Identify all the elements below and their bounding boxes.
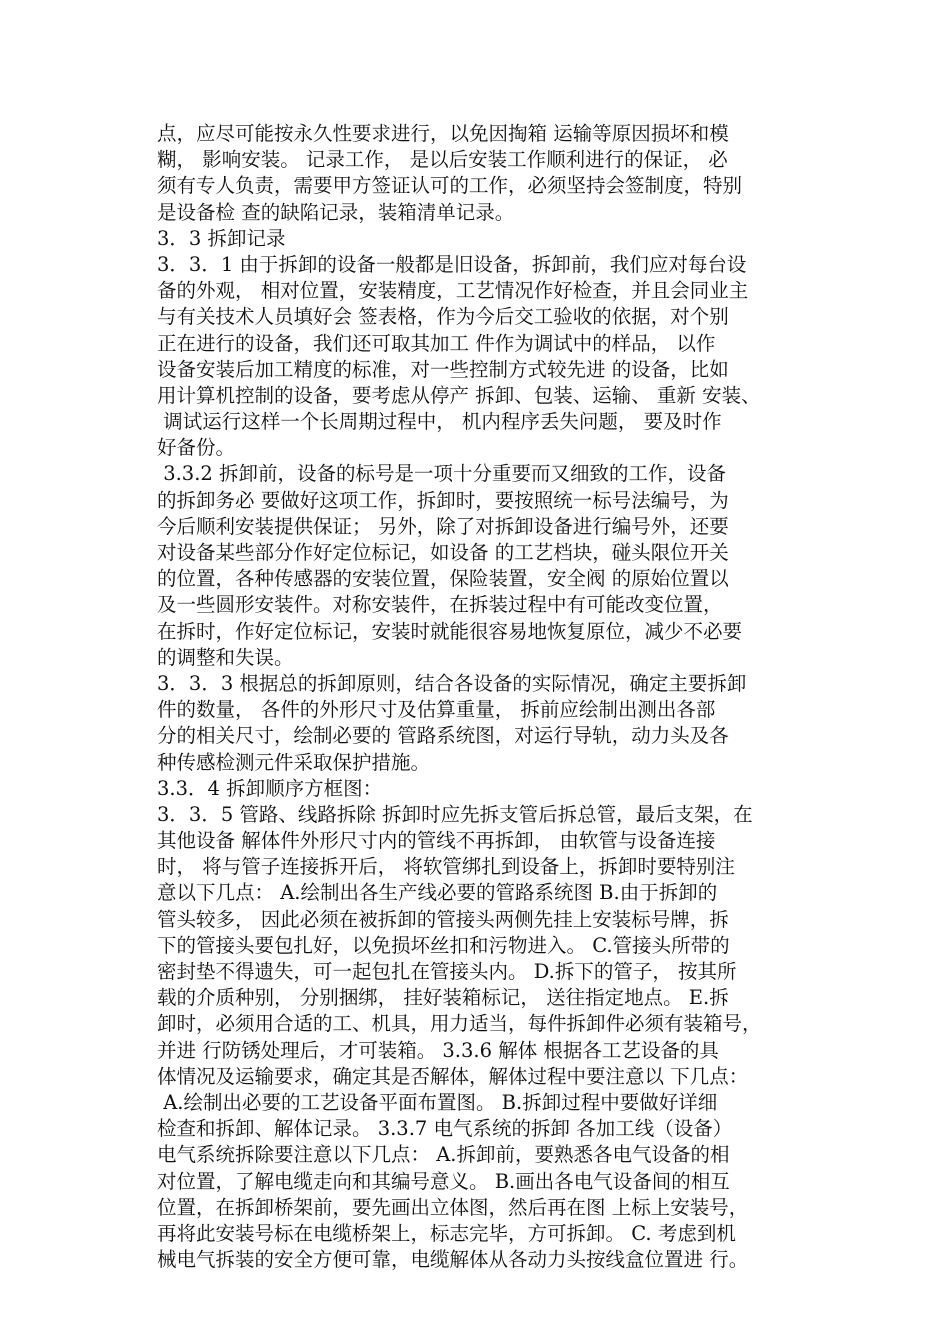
text-line: 电气系统拆除要注意以下几点： A.拆卸前，要熟悉各电气设备的相	[157, 1143, 730, 1167]
text-line: 3．3．5 管路、线路拆除 拆卸时应先拆支管后拆总管，最后支架，在	[157, 802, 753, 826]
text-line: 密封垫不得遗失，可一起包扎在管接头内。 D.拆下的管子， 按其所	[157, 960, 737, 983]
text-line: 3．3．3 根据总的拆卸原则，结合各设备的实际情况，确定主要拆卸	[157, 671, 747, 695]
text-line: 检查和拆卸、解体记录。 3.3.7 电气系统的拆卸 各加工线（设备）	[157, 1117, 733, 1141]
text-line: 其他设备 解体件外形尺寸内的管线不再拆卸， 由软管与设备连接	[157, 829, 716, 853]
text-line: 3.3.2 拆卸前，设备的标号是一项十分重要而又细致的工作，设备	[157, 462, 727, 486]
text-line: 械电气拆装的安全方便可靠，电缆解体从各动力头按线盒位置进 行。	[157, 1248, 749, 1272]
text-line: 时， 将与管子连接拆开后， 将软管绑扎到设备上，拆卸时要特别注	[157, 855, 735, 879]
text-line: 的位置，各种传感器的安装位置，保险装置，安全阀 的原始位置以	[157, 567, 729, 591]
text-line: 与有关技术人员填好会 签表格，作为今后交工验收的依据，对个别	[157, 305, 729, 329]
text-line: 管头较多， 因此必须在被拆卸的管接头两侧先挂上安装标号牌，拆	[157, 907, 729, 931]
text-line: 调试运行这样一个长周期过程中， 机内程序丢失问题， 要及时作	[157, 410, 722, 434]
text-line: 体情况及运输要求，确定其是否解体，解体过程中要注意以 下几点：	[157, 1064, 749, 1088]
text-line: 的调整和失误。	[157, 645, 294, 669]
text-line: 备的外观， 相对位置，安装精度，工艺情况作好检查，并且会同业主	[157, 279, 749, 303]
text-line: 下的管接头要包扎好，以免损坏丝扣和污物进入。 C.管接头所带的	[157, 933, 730, 957]
text-line: 卸时，必须用合适的工、机具，用力适当，每件拆卸件必须有装箱号，	[157, 1012, 762, 1036]
text-line: 用计算机控制的设备，要考虑从停产 拆卸、包装、运输、 重新 安装、	[157, 383, 761, 407]
text-line: A.绘制出必要的工艺设备平面布置图。 B.拆卸过程中要做好详细	[157, 1090, 718, 1114]
text-line: 糊， 影响安装。 记录工作， 是以后安装工作顺利进行的保证， 必	[157, 148, 728, 172]
text-line: 对位置，了解电缆走向和其编号意义。 B.画出各电气设备间的相互	[157, 1169, 730, 1193]
text-line: 位置，在拆卸桥架前，要先画出立体图，然后再在图 上标上安装号，	[157, 1195, 749, 1219]
text-line: 种传感检测元件采取保护措施。	[157, 750, 431, 774]
text-line: 的拆卸务必 要做好这项工作，拆卸时，要按照统一标号法编号，为	[157, 488, 729, 512]
text-line: 对设备某些部分作好定位标记，如设备 的工艺档块，碰头限位开关	[157, 541, 729, 564]
text-line: 是设备检 查的缺陷记录，装箱清单记录。	[157, 200, 515, 224]
text-line: 3.3．4 拆卸顺序方框图：	[157, 776, 383, 800]
text-line: 再将此安装号标在电缆桥架上，标志完毕，方可拆卸。 C. 考虑到机	[157, 1221, 736, 1245]
text-line: 在拆时，作好定位标记，安装时就能很容易地恢复原位，减少不必要	[157, 619, 743, 643]
text-line: 并进 行防锈处理后，才可装箱。 3.3.6 解体 根据各工艺设备的具	[157, 1038, 719, 1062]
text-line: 意以下几点： A.绘制出各生产线必要的管路系统图 B.由于拆卸的	[157, 881, 718, 905]
text-line: 今后顺利安装提供保证； 另外，除了对拆卸设备进行编号外，还要	[157, 514, 729, 538]
text-line: 件的数量， 各件的外形尺寸及估算重量， 拆前应绘制出测出各部	[157, 698, 716, 722]
section-heading: 3．3 拆卸记录	[157, 226, 286, 250]
document-body	[157, 121, 817, 1273]
text-line: 设备安装后加工精度的标准，对一些控制方式较先进 的设备，比如	[157, 357, 729, 381]
text-line: 分的相关尺寸，绘制必要的 管路系统图，对运行导轨，动力头及各	[157, 724, 729, 748]
text-line: 正在进行的设备，我们还可取其加工 件作为调试中的样品， 以作	[157, 331, 716, 355]
text-line: 须有专人负责，需要甲方签证认可的工作，必须坚持会签制度，特别	[157, 174, 743, 198]
text-line: 点，应尽可能按永久性要求进行，以免因掏箱 运输等原因损坏和模	[157, 122, 729, 145]
text-line: 3．3．1 由于拆卸的设备一般都是旧设备，拆卸前，我们应对每台设	[157, 252, 747, 276]
text-line: 载的介质种别， 分别捆绑， 挂好装箱标记， 送往指定地点。 E.拆	[157, 986, 729, 1010]
text-line: 及一些圆形安装件。对称安装件，在拆装过程中有可能改变位置，	[157, 593, 723, 617]
text-line: 好备份。	[157, 436, 236, 460]
